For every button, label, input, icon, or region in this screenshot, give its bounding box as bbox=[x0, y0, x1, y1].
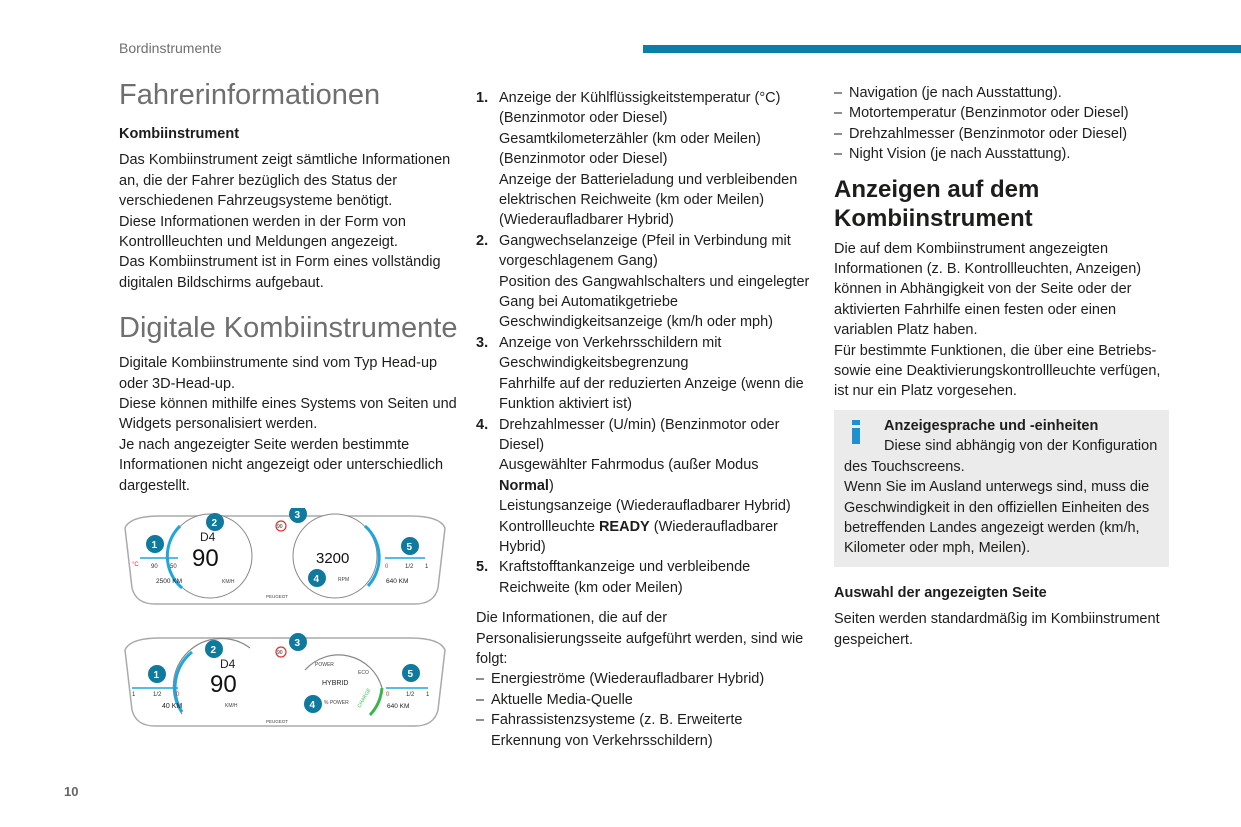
column-3 bbox=[834, 83, 1169, 650]
legend-item-3: 3. Anzeige von Verkehrsschildern mit Geschwindigkeitsbegrenzung Fahrhilfe auf der reduzierten Anzeige (wenn die Funktion aktiviert ist) bbox=[476, 334, 804, 413]
subheading-kombiinstrument: Kombiinstrument bbox=[119, 126, 240, 142]
list-item: – Aktuelle Media-Quelle bbox=[476, 690, 811, 710]
page-number: 10 bbox=[64, 784, 79, 799]
svg-text:RPM: RPM bbox=[338, 577, 350, 583]
svg-text:3: 3 bbox=[294, 638, 301, 649]
svg-text:5: 5 bbox=[406, 542, 413, 553]
info-title: Anzeigesprache und -einheiten bbox=[884, 417, 1099, 434]
paragraph: Das Kombiinstrument ist in Form eines vollständig digitalen Bildschirms aufgebaut. bbox=[119, 254, 441, 291]
header-accent-bar bbox=[643, 45, 1241, 53]
section-title-digital: Digitale Kombiinstrumente bbox=[119, 312, 458, 345]
legend-item-1: 1. Anzeige der Kühlflüssigkeitstemperatur (°C) (Benzinmotor oder Diesel) Gesamtkilometerzähler (km oder Meilen) (Benzinmotor oder Diesel) Anzeige der Batterieladung und verbleibenden elektrischen Reichweite (km oder Meilen) (Wiederaufladbarer Hybrid) bbox=[476, 90, 798, 229]
svg-text:1: 1 bbox=[153, 670, 160, 681]
svg-text:1: 1 bbox=[426, 692, 430, 698]
personalisation-list bbox=[476, 669, 811, 751]
svg-text:PEUGEOT: PEUGEOT bbox=[266, 594, 289, 599]
legend-item-5: 5. Kraftstofftankanzeige und verbleibende Reichweite (km oder Meilen) bbox=[476, 559, 751, 596]
svg-text:PEUGEOT: PEUGEOT bbox=[266, 719, 289, 724]
paragraph: Das Kombiinstrument zeigt sämtliche Informationen an, die der Fahrer bezüglich des Status der verschiedenen Fahrzeugsysteme benötigt. bbox=[119, 152, 451, 210]
paragraph: Digitale Kombiinstrumente sind vom Typ Head-up oder 3D-Head-up. bbox=[119, 355, 438, 392]
svg-text:5: 5 bbox=[407, 669, 414, 680]
paragraph: Die Informationen, die auf der Personalisierungsseite aufgeführt werden, sind wie folgt: bbox=[476, 610, 804, 667]
paragraph: Die auf dem Kombiinstrument angezeigten Informationen (z. B. Kontrollleuchten, Anzeigen) können in Abhängigkeit von der Seite oder der aktivierten Fahrhilfe einen festen oder einen variablen Platz haben. bbox=[834, 240, 1142, 339]
svg-text:2500 KM: 2500 KM bbox=[156, 578, 183, 585]
list-item: – Night Vision (je nach Ausstattung). bbox=[834, 144, 1169, 164]
info-box: Anzeigesprache und -einheiten Diese sind abhängig von der Konfiguration des Touchscreens. Wenn Sie im Ausland unterwegs sind, muss die Geschwindigkeit in den offiziellen Einheiten des betreffenden Landes angezeigt werden (km/h, Kilometer oder mph, Meilen). bbox=[834, 410, 1169, 567]
svg-text:1/2: 1/2 bbox=[406, 692, 415, 698]
svg-text:2: 2 bbox=[211, 518, 218, 529]
svg-text:1: 1 bbox=[151, 540, 158, 551]
svg-text:90: 90 bbox=[210, 671, 237, 698]
svg-text:50: 50 bbox=[170, 564, 177, 570]
svg-text:0: 0 bbox=[176, 692, 180, 698]
column-2 bbox=[476, 88, 811, 751]
svg-text:POWER: POWER bbox=[315, 662, 334, 668]
list-item: – Motortemperatur (Benzinmotor oder Diesel) bbox=[834, 103, 1169, 123]
section-title-anzeigen: Anzeigen auf dem Kombiinstrument bbox=[834, 175, 1040, 232]
svg-text:1/2: 1/2 bbox=[405, 564, 414, 570]
svg-text:D4: D4 bbox=[200, 530, 216, 544]
svg-text:90: 90 bbox=[192, 545, 219, 572]
paragraph: Diese können mithilfe eines Systems von Seiten und Widgets personalisiert werden. bbox=[119, 396, 457, 433]
svg-text:KM/H: KM/H bbox=[225, 703, 238, 709]
list-item: – Fahrassistenzsysteme (z. B. Erweiterte Erkennung von Verkehrsschildern) bbox=[476, 710, 811, 751]
info-icon bbox=[852, 420, 862, 444]
svg-text:1: 1 bbox=[132, 692, 136, 698]
paragraph: Diese Informationen werden in der Form von Kontrollleuchten und Meldungen angezeigt. bbox=[119, 213, 406, 251]
legend-item-2: 2. Gangwechselanzeige (Pfeil in Verbindung mit vorgeschlagenem Gang) Position des Gangwahlschalters und eingelegter Gang bei Automatikgetriebe Geschwindigkeitsanzeige (km/h oder mph) bbox=[476, 232, 810, 331]
instrument-cluster-diagram-1 bbox=[120, 508, 450, 608]
paragraph: Für bestimmte Funktionen, die über eine Betriebs- sowie eine Deaktivierungskontrollleuchte verfügen, ist nur ein Platz vorgesehen. bbox=[834, 342, 1161, 400]
personalisation-list-continued bbox=[834, 83, 1169, 165]
svg-text:1/2: 1/2 bbox=[153, 692, 162, 698]
svg-text:1: 1 bbox=[425, 564, 429, 570]
svg-text:D4: D4 bbox=[220, 657, 236, 671]
svg-text:90: 90 bbox=[151, 564, 158, 570]
section-label: Bordinstrumente bbox=[119, 40, 222, 56]
svg-text:90: 90 bbox=[277, 650, 283, 656]
svg-text:% POWER: % POWER bbox=[324, 700, 349, 706]
svg-text:3: 3 bbox=[294, 510, 301, 521]
svg-text:3200: 3200 bbox=[316, 550, 350, 567]
svg-text:ECO: ECO bbox=[358, 670, 369, 676]
list-item: – Energieströme (Wiederaufladbarer Hybrid) bbox=[476, 669, 811, 689]
legend-item-4: 4. Drehzahlmesser (U/min) (Benzinmotor oder Diesel) Ausgewählter Fahrmodus (außer Modus Normal) Leistungsanzeige (Wiederaufladbarer Hybrid) Kontrollleuchte READY (Wiederaufladbarer Hybrid) bbox=[476, 416, 791, 555]
svg-text:0: 0 bbox=[386, 692, 390, 698]
svg-text:40 KM: 40 KM bbox=[162, 703, 183, 710]
svg-text:4: 4 bbox=[313, 574, 320, 585]
list-item: – Navigation (je nach Ausstattung). bbox=[834, 83, 1169, 103]
svg-text:90: 90 bbox=[277, 524, 283, 530]
svg-text:640 KM: 640 KM bbox=[386, 578, 409, 585]
svg-text:4: 4 bbox=[309, 700, 316, 711]
numbered-legend bbox=[476, 88, 811, 598]
svg-text:CHARGE: CHARGE bbox=[356, 687, 373, 709]
svg-text:°C: °C bbox=[132, 562, 139, 568]
svg-text:0: 0 bbox=[385, 564, 389, 570]
svg-text:640 KM: 640 KM bbox=[387, 703, 410, 710]
paragraph: Je nach angezeigter Seite werden bestimmte Informationen nicht angezeigt oder unterschiedlich dargestellt. bbox=[119, 436, 444, 494]
page-title: Fahrerinformationen bbox=[119, 79, 381, 111]
paragraph: Seiten werden standardmäßig im Kombiinstrument gespeichert. bbox=[834, 611, 1160, 648]
list-item: – Drehzahlmesser (Benzinmotor oder Diesel) bbox=[834, 124, 1169, 144]
svg-text:KM/H: KM/H bbox=[222, 579, 235, 585]
subheading-auswahl: Auswahl der angezeigten Seite bbox=[834, 584, 1047, 601]
svg-text:HYBRID: HYBRID bbox=[322, 680, 349, 687]
column-1 bbox=[119, 78, 459, 496]
instrument-cluster-diagram-2 bbox=[120, 630, 450, 730]
svg-text:2: 2 bbox=[210, 645, 217, 656]
